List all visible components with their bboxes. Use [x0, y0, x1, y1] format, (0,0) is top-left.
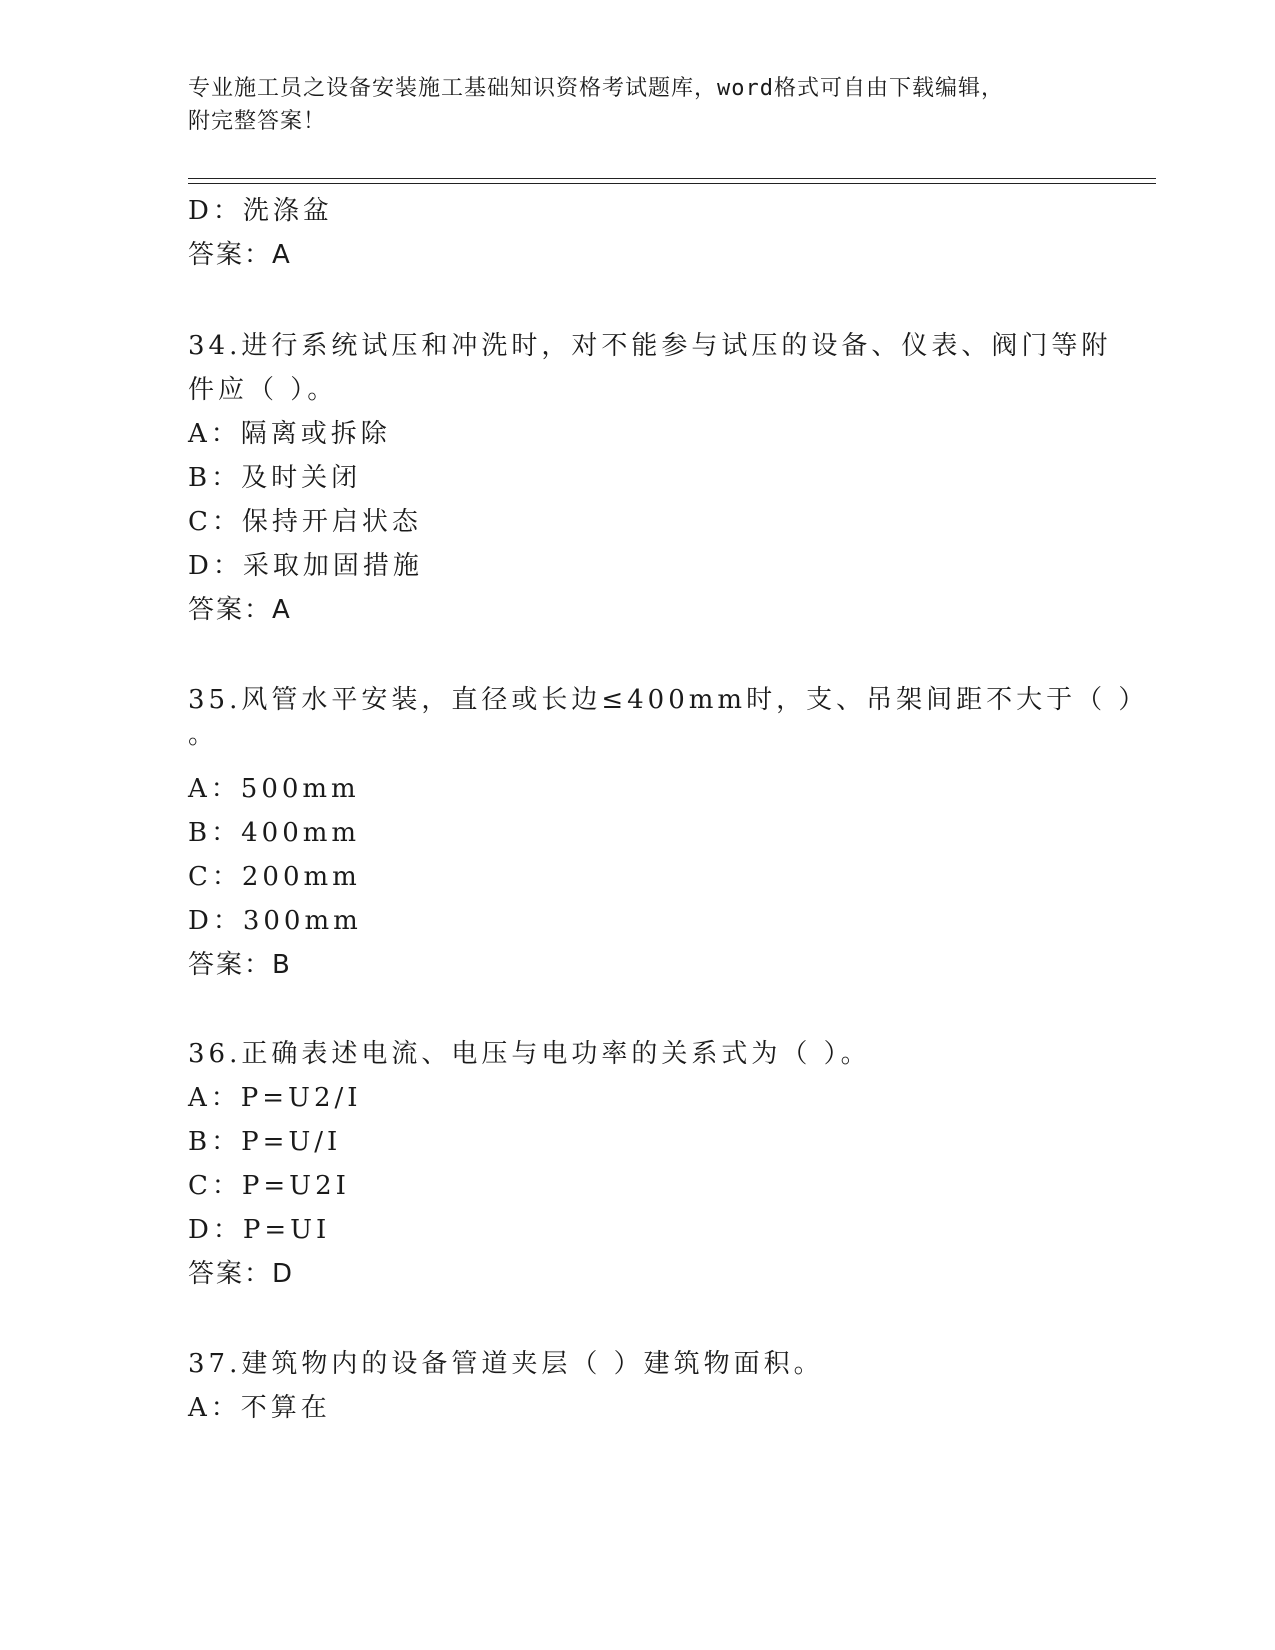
q33-option-d: D：洗涤盆: [188, 196, 333, 226]
document-header: [188, 72, 1068, 138]
q34-option-d: D：采取加固措施: [188, 551, 423, 581]
q34-stem-line-2: 件应（ ）。: [188, 375, 338, 405]
q35-stem-line-1: 35.风管水平安装，直径或长边≤400mm时，支、吊架间距不大于（ ）: [188, 685, 1149, 715]
q36-stem-line-1: 36.正确表述电流、电压与电功率的关系式为（ ）。: [188, 1039, 871, 1069]
q35-option-d: D：300mm: [188, 906, 362, 936]
q35-option-a: A：500mm: [188, 774, 360, 804]
header-rule-bottom: [188, 183, 1156, 184]
q37-stem-line-1: 37.建筑物内的设备管道夹层（ ）建筑物面积。: [188, 1349, 824, 1379]
q35-stem-line-2: 。: [188, 720, 219, 750]
q36-option-c: C：P=U2I: [188, 1171, 350, 1201]
q33-answer: 答案：A: [188, 240, 292, 270]
q35-option-c: C：200mm: [188, 862, 361, 892]
q34-option-a: A：隔离或拆除: [188, 419, 391, 449]
q36-option-d: D：P=UI: [188, 1215, 331, 1245]
q36-option-a: A：P=U2/I: [188, 1083, 362, 1113]
q36-option-b: B：P=U/I: [188, 1127, 342, 1157]
q34-answer: 答案：A: [188, 595, 292, 625]
q35-option-b: B：400mm: [188, 818, 361, 848]
q34-option-c: C：保持开启状态: [188, 507, 422, 537]
q34-stem-line-1: 34.进行系统试压和冲洗时，对不能参与试压的设备、仪表、阀门等附: [188, 331, 1112, 361]
q35-answer: 答案：B: [188, 950, 292, 980]
header-line-2: 附完整答案！: [188, 109, 327, 134]
q34-option-b: B：及时关闭: [188, 463, 362, 493]
header-rule-top: [188, 178, 1156, 179]
header-line-1: 专业施工员之设备安装施工基础知识资格考试题库，word格式可自由下载编辑，: [188, 76, 1004, 101]
q36-answer: 答案：D: [188, 1259, 295, 1289]
q37-option-a: A：不算在: [188, 1393, 331, 1423]
